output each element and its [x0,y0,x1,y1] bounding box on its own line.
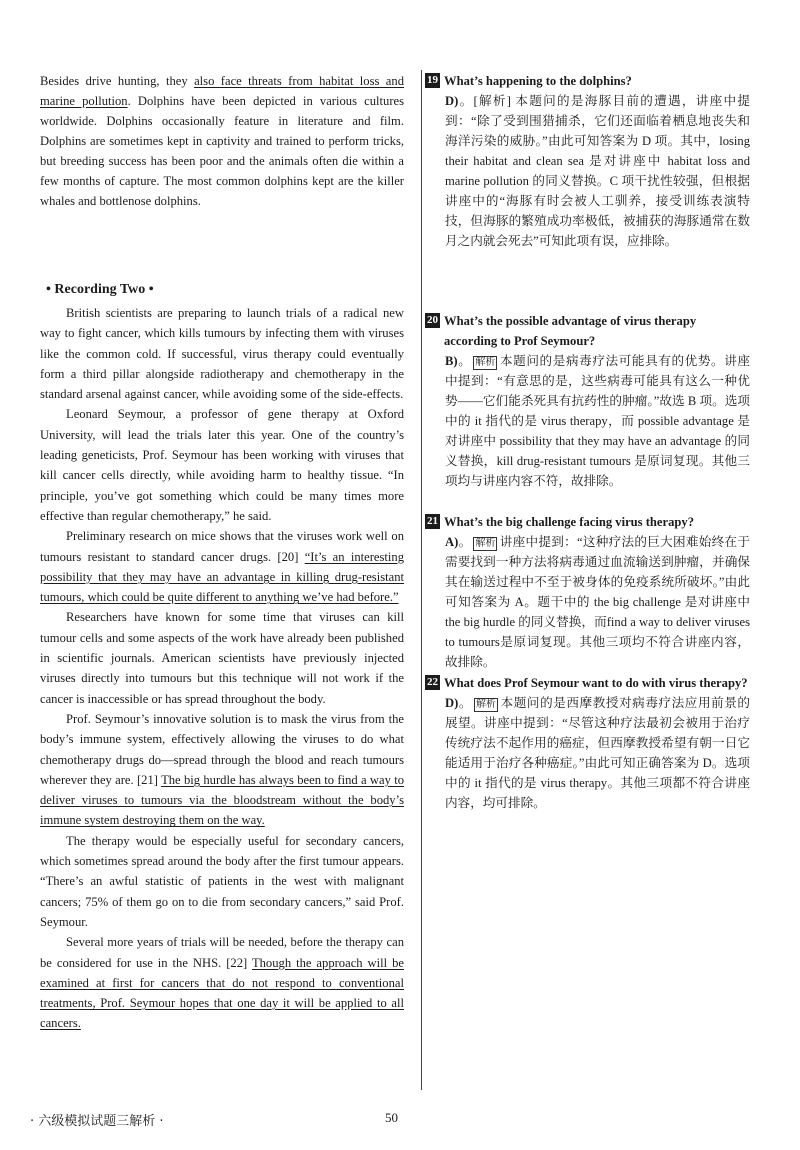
question-text: What’s the big challenge facing virus therapy? [444,515,695,529]
recording-paragraph [40,709,404,831]
question-19 [425,71,750,251]
footer-label: · 六级模拟试题三解析 · [30,1114,164,1129]
column-divider [421,70,422,1090]
punctuation: 。 [457,354,472,368]
question-text: What’s happening to the dolphins? [444,74,632,88]
answer-text: 讲座中提到：“这种疗法的巨大困难始终在于需要找到一种方法将病毒通过血流输送到肿瘤，并确保其在输送过程中不至于被身体的免疫系统所破坏。”由此可知答案为 A。题干中的 the big challenge 是对讲座中 the big hurdle 的同义替换，而find a way to deliver viruses to tumours是原词复现。其他三项均不符合讲座内容，故排除。 [445,535,751,669]
question-text: What’s the possible advantage of virus therapy according to Prof Seymour? [444,314,697,348]
passage-text: The therapy would be especially useful for secondary cancers, which sometimes spread around the body after the first tumour appears. “There’s an awful statistic of patients in the west with malignant cancers; 75% of them go on to die from secondary cancers,” said Prof. Seymour. [40,833,404,929]
passage-text: Researchers have known for some time that viruses can kill tumour cells and some aspects of the work have already been published in scientific journals. American scientists have previously injected viruses directly into tumours but this technique will not work if the cancer is inaccessible or has spread throughout the body. [40,610,404,706]
question-number-badge: 19 [427,74,438,86]
analysis-tag: 解析 [476,699,497,710]
answer-text: 本题问的是西摩教授对病毒疗法应用前景的展望。讲座中提到：“尽管这种疗法最初会被用于治疗传统疗法不起作用的癌症，但西摩教授希望有朝一日它能适用于治疗各种癌症。”由此可知正确答案为 D。选项中的 it 指代的是 virus therapy。其他三项都不符合讲座内容，均可排除。 [445,696,751,810]
question-20 [425,311,750,491]
passage-text: British scientists are preparing to launch trials of a radical new way to fight cancer, which kills tumours by infecting them with viruses like the common cold. If successful, virus therapy could eventually form a third pillar alongside radiotherapy and chemotherapy in the standard arsenal against cancer, while avoiding some of the side-effects. [40,306,404,402]
analysis-tag: 解析 [475,538,496,549]
answer-letter: D) [445,94,459,108]
intro-paragraph [40,71,404,211]
passage-text: . Dolphins have been depicted in various cultures worldwide. Dolphins occasionally feature in literature and film. Dolphins are sometimes kept in captivity and trained to perform tricks, but breeding success has been poor and the animals often die within a few months of capture. The most common dolphins kept are the killer whales and bottlenose dolphins. [40,94,404,208]
question-number-badge: 22 [427,676,438,688]
answer-text: 本题问的是病毒疗法可能具有的优势。讲座中提到：“有意思的是，这些病毒可能具有这么一种优势——它们能杀死具有抗药性的肿瘤。”故选 B 项。选项中的 it 指代的是 virus therapy，而 possible advantage 是对讲座中 possibility that they may have an advantage 的同义替换，kill drug-resistant tumours 是原词复现。其他三项均与讲座内容不符，故排除。 [445,354,751,488]
page-number: 50 [385,1110,398,1125]
recording-two-text [40,303,404,1034]
answer-explanation [425,693,750,813]
question-number-badge: 21 [427,515,438,527]
underlined-answer-text: also face threats from habitat loss and marine pollution [40,74,404,108]
recording-paragraph [40,831,404,932]
question-heading [425,673,750,693]
passage-text: Prof. Seymour’s innovative solution is to mask the virus from the body’s immune system, effectively allowing the viruses to do what chemotherapy drugs do—spread through the blood and reach tumours wherever they are. [21] [40,711,404,787]
recording-paragraph [40,932,404,1033]
passage-text: Several more years of trials will be needed, before the therapy can be considered for use in the NHS. [22] [40,935,404,970]
analysis-tag: 解析 [475,357,496,368]
recording-paragraph [40,404,404,526]
question-22 [425,673,750,813]
answer-letter: D) [445,696,459,710]
underlined-answer-text: “It’s an interesting possibility that they may have an advantage in killing drug-resistant tumours, which could be quite different to anything we’ve had before.” [40,549,404,605]
answer-letter: B) [445,354,458,368]
underlined-answer-text: Though the approach will be examined at first for cancers that do not respond to conventional treatments, Prof. Seymour hopes that one day it will be applied to all cancers. [40,955,404,1031]
dolphin-passage-end [40,71,404,211]
passage-text: Besides drive hunting, they [40,74,195,88]
answer-letter: A) [445,535,459,549]
underlined-answer-text: The big hurdle has always been to find a way to deliver viruses to tumours via the bloodstream without the body’s immune system destroying them on the way. [40,772,405,828]
passage-text: Preliminary research on mice shows that the viruses work well on tumours resistant to standard cancer drugs. [20] [40,529,404,564]
recording-two-heading: • Recording Two • [46,282,154,297]
punctuation: 。 [458,535,472,549]
question-number-badge: 20 [427,314,438,326]
answer-explanation [425,532,750,672]
question-21 [425,512,750,672]
punctuation: 。 [458,696,473,710]
question-heading [425,512,750,532]
recording-paragraph [40,526,404,607]
answer-explanation [425,91,750,251]
question-text: What does Prof Seymour want to do with virus therapy? [444,676,748,690]
passage-text: Leonard Seymour, a professor of gene therapy at Oxford University, will lead the trials later this year. One of the country’s leading geneticists, Prof. Seymour has been working with viruses that kill cancer cells directly, while avoiding harm to healthy tissue. “In principle, you’ve got something which could be many times more effective than regular chemotherapy,” he said. [40,407,404,523]
recording-paragraph [40,303,404,404]
question-heading [425,311,750,351]
answer-explanation [425,351,750,491]
answer-text: 。[解析] 本题问的是海豚目前的遭遇，讲座中提到：“除了受到围猎捕杀，它们还面临着栖息地丧失和海洋污染的威胁。”由此可知答案为 D 项。其中，losing their habitat and clean sea 是对讲座中 habitat loss and marine pollution 的同义替换。C 项干扰性较强，但根据讲座中的“海豚有时会被人工驯养，接受训练表演特技，但海豚的繁殖成功率极低，被捕获的海豚通常在数月之内就会死去”可知此项有误，应排除。 [445,94,750,248]
question-heading [425,71,750,91]
recording-paragraph [40,607,404,708]
